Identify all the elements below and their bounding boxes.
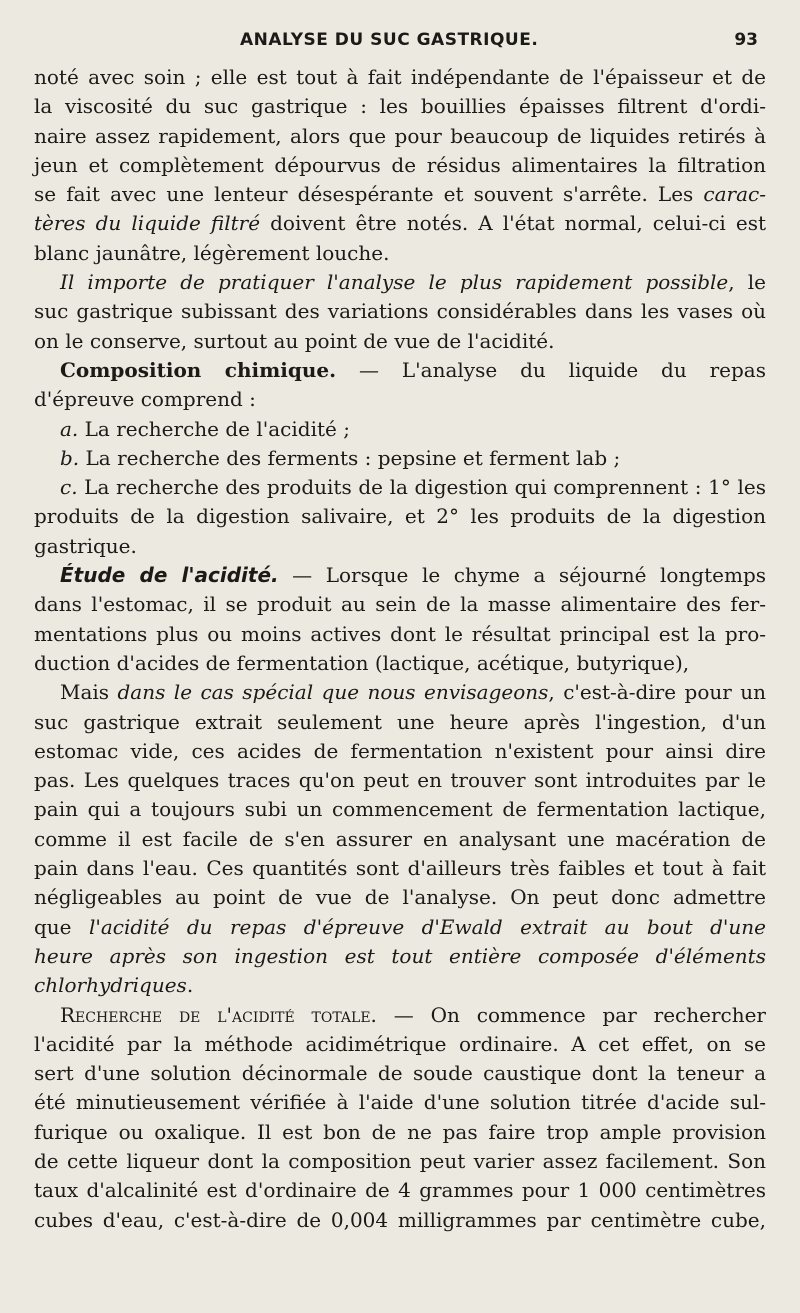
text-line bbox=[34, 1030, 766, 1059]
text-segment: La recherche des ferments : pepsine et ferment lab ; bbox=[79, 445, 621, 470]
text-line bbox=[34, 356, 766, 385]
text-segment: Mais bbox=[60, 680, 118, 705]
text-line bbox=[34, 297, 766, 326]
text-line bbox=[34, 180, 766, 209]
text-line bbox=[34, 1059, 766, 1088]
text-segment: pas. Les quelques traces qu'on peut en trouver sont introduites par le bbox=[34, 768, 766, 793]
text-segment: La recherche des produits de la digestion qui comprennent : 1° les bbox=[77, 475, 766, 500]
text-segment: pain qui a toujours subi un commencement de fermentation lactique, bbox=[34, 797, 766, 822]
text-segment: comme il est facile de s'en assurer en analysant une macération de bbox=[34, 826, 766, 851]
text-segment: produits de la digestion salivaire, et 2° les produits de la digestion bbox=[34, 504, 766, 529]
text-line bbox=[34, 708, 766, 737]
text-line bbox=[34, 385, 766, 414]
page-number: 93 bbox=[734, 30, 758, 50]
text-line bbox=[34, 1088, 766, 1117]
running-title: ANALYSE DU SUC GASTRIQUE. bbox=[240, 30, 539, 50]
text-segment: , le bbox=[728, 270, 767, 295]
text-segment: suc gastrique extrait seulement une heure après l'ingestion, d'un bbox=[34, 709, 766, 734]
text-segment: , c'est-à-dire pour un bbox=[548, 680, 766, 705]
text-line bbox=[34, 649, 766, 678]
text-segment: carac- bbox=[703, 182, 766, 207]
page-header bbox=[0, 30, 800, 56]
text-segment: heure après son ingestion est tout entière composée d'éléments bbox=[34, 943, 766, 968]
text-segment: dans l'estomac, il se produit au sein de la masse alimentaire des fer- bbox=[34, 592, 766, 617]
text-line bbox=[34, 942, 766, 971]
text-segment: — Lorsque le chyme a séjourné longtemps bbox=[278, 563, 767, 588]
text-line bbox=[34, 209, 766, 238]
text-segment: l'acidité du repas d'épreuve d'Ewald extrait au bout d'une bbox=[88, 914, 766, 939]
text-segment: — L'analyse du liquide du repas bbox=[336, 357, 766, 382]
text-segment: Étude de l'acidité. bbox=[60, 563, 279, 588]
text-segment: on le conserve, surtout au point de vue de l'acidité. bbox=[34, 328, 555, 353]
text-segment: pain dans l'eau. Ces quantités sont d'ailleurs très faibles et tout à fait bbox=[34, 856, 766, 881]
text-segment: Recherche de l'acidité totale. bbox=[60, 1002, 377, 1027]
text-line bbox=[34, 561, 766, 590]
text-segment: La recherche de l'acidité ; bbox=[78, 416, 350, 441]
text-line bbox=[34, 473, 766, 502]
text-line bbox=[34, 1147, 766, 1176]
text-segment: se fait avec une lenteur désespérante et souvent s'arrête. Les bbox=[34, 182, 704, 207]
text-segment: chlorhydriques bbox=[34, 973, 187, 998]
text-line bbox=[34, 795, 766, 824]
text-segment: a. bbox=[60, 416, 79, 441]
text-segment: sert d'une solution décinormale de soude caustique dont la teneur a bbox=[34, 1061, 766, 1086]
text-segment: doivent être notés. A l'état normal, celui-ci est bbox=[260, 211, 766, 236]
text-segment: noté avec soin ; elle est tout à fait indépendante de l'épaisseur et de bbox=[34, 65, 766, 89]
text-line bbox=[34, 737, 766, 766]
text-line bbox=[34, 913, 766, 942]
text-segment: furique ou oxalique. Il est bon de ne pas faire trop ample provision bbox=[34, 1119, 766, 1144]
text-segment: cubes d'eau, c'est-à-dire de 0,004 milligrammes par centimètre cube, bbox=[34, 1207, 766, 1232]
text-segment: d'épreuve comprend : bbox=[34, 387, 256, 412]
text-segment: suc gastrique subissant des variations considérables dans les vases où bbox=[34, 299, 766, 324]
text-line bbox=[34, 825, 766, 854]
text-segment: — On commence par rechercher bbox=[376, 1002, 766, 1027]
text-line bbox=[34, 502, 766, 531]
text-line bbox=[34, 532, 766, 561]
text-line bbox=[34, 590, 766, 619]
text-line bbox=[34, 971, 766, 1000]
text-segment: négligeables au point de vue de l'analyse. On peut donc admettre bbox=[34, 885, 766, 910]
text-line bbox=[34, 92, 766, 121]
text-line bbox=[34, 122, 766, 151]
body-text bbox=[34, 63, 766, 1235]
text-line bbox=[34, 1176, 766, 1205]
text-segment: jeun et complètement dépourvus de résidus alimentaires la filtration bbox=[34, 152, 766, 177]
text-segment: taux d'alcalinité est d'ordinaire de 4 grammes pour 1 000 centimètres bbox=[34, 1178, 766, 1203]
text-line bbox=[34, 444, 766, 473]
text-line bbox=[34, 678, 766, 707]
text-segment: c. bbox=[60, 475, 78, 500]
text-line bbox=[34, 1206, 766, 1235]
text-segment: que bbox=[34, 914, 89, 939]
text-segment: mentations plus ou moins actives dont le résultat principal est la pro- bbox=[34, 621, 766, 646]
text-segment: naire assez rapidement, alors que pour beaucoup de liquides retirés à bbox=[34, 123, 766, 148]
text-line bbox=[34, 239, 766, 268]
text-segment: la viscosité du suc gastrique : les bouillies épaisses filtrent d'ordi- bbox=[34, 94, 766, 119]
text-line bbox=[34, 327, 766, 356]
text-segment: Composition chimique. bbox=[60, 357, 337, 382]
text-line bbox=[34, 766, 766, 795]
text-segment: Il importe de pratiquer l'analyse le plus rapidement possible bbox=[60, 270, 729, 295]
text-line bbox=[34, 1001, 766, 1030]
text-segment: estomac vide, ces acides de fermentation n'existent pour ainsi dire bbox=[34, 738, 766, 763]
text-segment: tères du liquide filtré bbox=[34, 211, 261, 236]
text-segment: dans le cas spécial que nous envisageons bbox=[117, 680, 549, 705]
text-segment: b. bbox=[60, 445, 80, 470]
text-segment: de cette liqueur dont la composition peut varier assez facilement. Son bbox=[34, 1148, 766, 1173]
text-line bbox=[34, 1118, 766, 1147]
text-line bbox=[34, 883, 766, 912]
text-line bbox=[34, 620, 766, 649]
text-line bbox=[34, 268, 766, 297]
text-segment: gastrique. bbox=[34, 533, 137, 558]
text-line bbox=[34, 415, 766, 444]
text-line bbox=[34, 151, 766, 180]
text-segment: . bbox=[186, 973, 194, 998]
text-line bbox=[34, 854, 766, 883]
text-segment: l'acidité par la méthode acidimétrique ordinaire. A cet effet, on se bbox=[34, 1031, 766, 1056]
text-segment: blanc jaunâtre, légèrement louche. bbox=[34, 240, 390, 265]
text-segment: duction d'acides de fermentation (lactique, acétique, butyrique), bbox=[34, 650, 690, 675]
text-segment: été minutieusement vérifiée à l'aide d'une solution titrée d'acide sul- bbox=[34, 1090, 766, 1115]
text-line bbox=[34, 63, 766, 92]
